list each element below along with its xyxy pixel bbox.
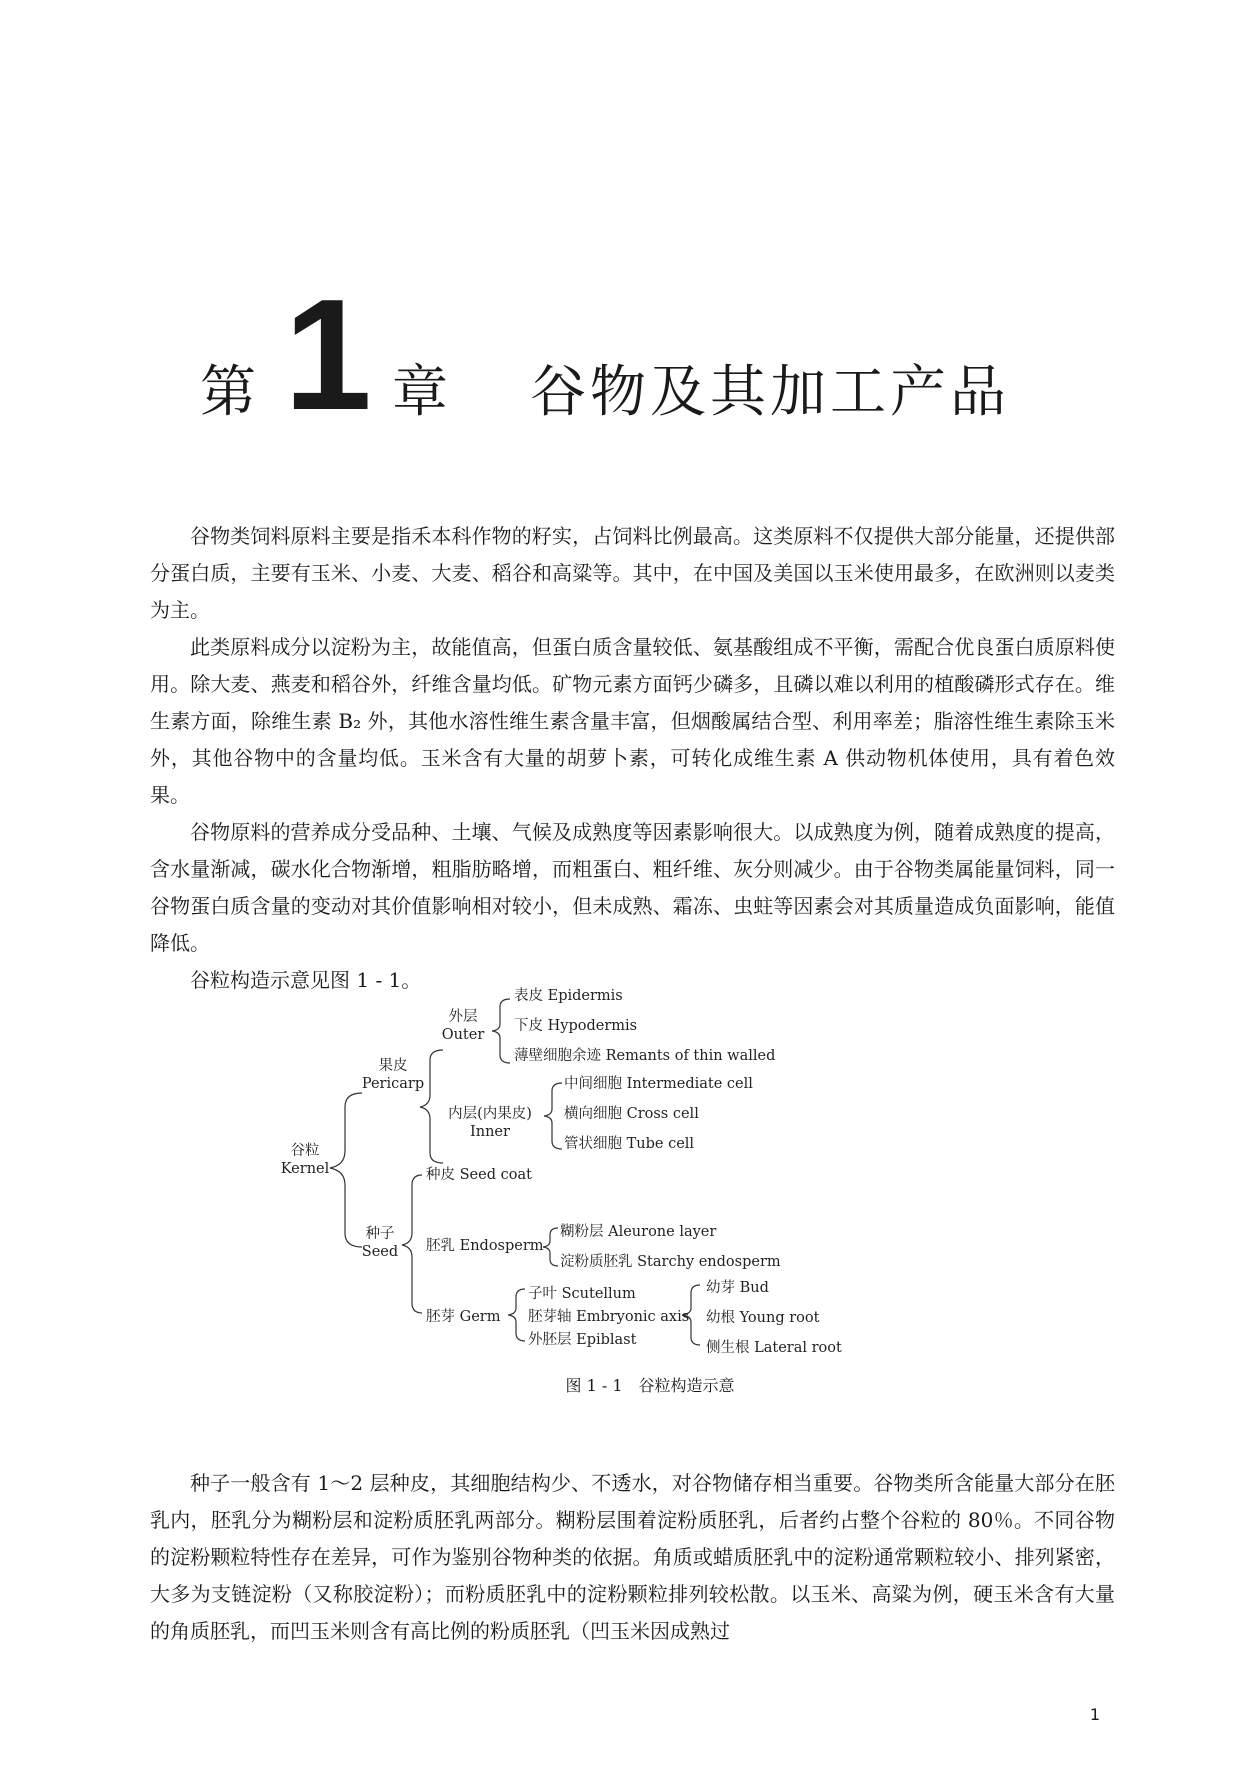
label-tube: 管状细胞 Tube cell (564, 1136, 695, 1152)
label-lateral-root: 侧生根 Lateral root (706, 1340, 842, 1356)
label-endosperm: 胚乳 Endosperm (426, 1238, 544, 1254)
paragraph: 种子一般含有 1～2 层种皮，其细胞结构少、不透水，对谷物储存相当重要。谷物类所含能量大部分在胚乳内，胚乳分为糊粉层和淀粉质胚乳两部分。糊粉层围着淀粉质胚乳，后者约占整个谷粒的 80％。不同谷物的淀粉颗粒特性存在差异，可作为鉴别谷物种类的依据。角质或蜡质胚乳中的淀粉通常颗粒较小、排列紧密，大多为支链淀粉（又称胶淀粉）；而粉质胚乳中的淀粉颗粒排列较松散。以玉米、高粱为例，硬玉米含有大量的角质胚乳，而凹玉米则含有高比例的粉质胚乳（凹玉米因成熟过 (150, 1471, 1115, 1643)
label-germ: 胚芽 Germ (426, 1309, 501, 1325)
paragraph: 谷物原料的营养成分受品种、土壤、气候及成熟度等因素影响很大。以成熟度为例，随着成熟度的提高，含水量渐减，碳水化合物渐增，粗脂肪略增，而粗蛋白、粗纤维、灰分则减少。由于谷物类属能量饲料，同一谷物蛋白质含量的变动对其价值影响相对较小，但未成熟、霜冻、虫蛀等因素会对其质量造成负面影响，能值降低。 (150, 820, 1115, 955)
label-intermediate: 中间细胞 Intermediate cell (564, 1076, 753, 1092)
label-hypodermis: 下皮 Hypodermis (514, 1018, 638, 1034)
label-young-root: 幼根 Young root (706, 1310, 820, 1326)
paragraph: 谷粒构造示意见图 1 - 1。 (190, 968, 422, 992)
bracket-inner (544, 1083, 562, 1149)
paragraph: 此类原料成分以淀粉为主，故能值高，但蛋白质含量较低、氨基酸组成不平衡，需配合优良蛋白质原料使用。除大麦、燕麦和稻谷外，纤维含量均低。矿物元素方面钙少磷多，且磷以难以利用的植酸磷形式存在。维生素方面，除维生素 B₂ 外，其他水溶性维生素含量丰富，但烟酸属结合型、利用率差；脂溶性维生素除玉米外，其他谷物中的含量均低。玉米含有大量的胡萝卜素，可转化成维生素 A 供动物机体使用，具有着色效果。 (150, 635, 1115, 807)
page-number: 1 (1089, 1705, 1100, 1724)
label-scutellum: 子叶 Scutellum (528, 1286, 636, 1302)
label-bud: 幼芽 Bud (706, 1280, 769, 1296)
chapter-suffix: 章 (392, 360, 448, 425)
chapter-heading (200, 267, 1100, 443)
label-seed-coat: 种皮 Seed coat (426, 1167, 532, 1183)
bracket-germ (508, 1289, 525, 1341)
body-text-bottom (150, 1465, 1115, 1650)
chapter-prefix: 第 (200, 360, 256, 425)
bracket-endosperm (543, 1228, 558, 1266)
label-kernel: 谷粒 Kernel (280, 1143, 330, 1177)
label-starchy: 淀粉质胚乳 Starchy endosperm (560, 1254, 781, 1270)
label-aleurone: 糊粉层 Aleurone layer (560, 1224, 717, 1240)
body-text-top (150, 518, 1115, 999)
label-remnants: 薄壁细胞余迹 Remants of thin walled (514, 1048, 776, 1064)
figure-caption: 图 1 - 1 谷粒构造示意 (565, 1376, 735, 1395)
chapter-number: 1 (284, 267, 372, 443)
label-outer: 外层 Outer (441, 1009, 485, 1043)
label-cross: 横向细胞 Cross cell (564, 1106, 699, 1122)
label-epidermis: 表皮 Epidermis (514, 988, 623, 1004)
label-epiblast: 外胚层 Epiblast (528, 1332, 637, 1348)
kernel-structure-figure (280, 988, 1000, 1450)
paragraph: 谷物类饲料原料主要是指禾本科作物的籽实，占饲料比例最高。这类原料不仅提供大部分能量，还提供部分蛋白质，主要有玉米、小麦、大麦、稻谷和高粱等。其中，在中国及美国以玉米使用最多，在欧洲则以麦类为主。 (150, 524, 1115, 622)
bracket-seed (402, 1175, 422, 1313)
label-embryonic-axis: 胚芽轴 Embryonic axis (528, 1309, 690, 1325)
chapter-title: 谷物及其加工产品 (530, 360, 1010, 425)
label-pericarp: 果皮 Pericarp (361, 1058, 425, 1092)
bracket-outer (492, 999, 510, 1063)
label-inner: 内层(内果皮) Inner (448, 1106, 532, 1140)
label-seed: 种子 Seed (361, 1226, 399, 1260)
